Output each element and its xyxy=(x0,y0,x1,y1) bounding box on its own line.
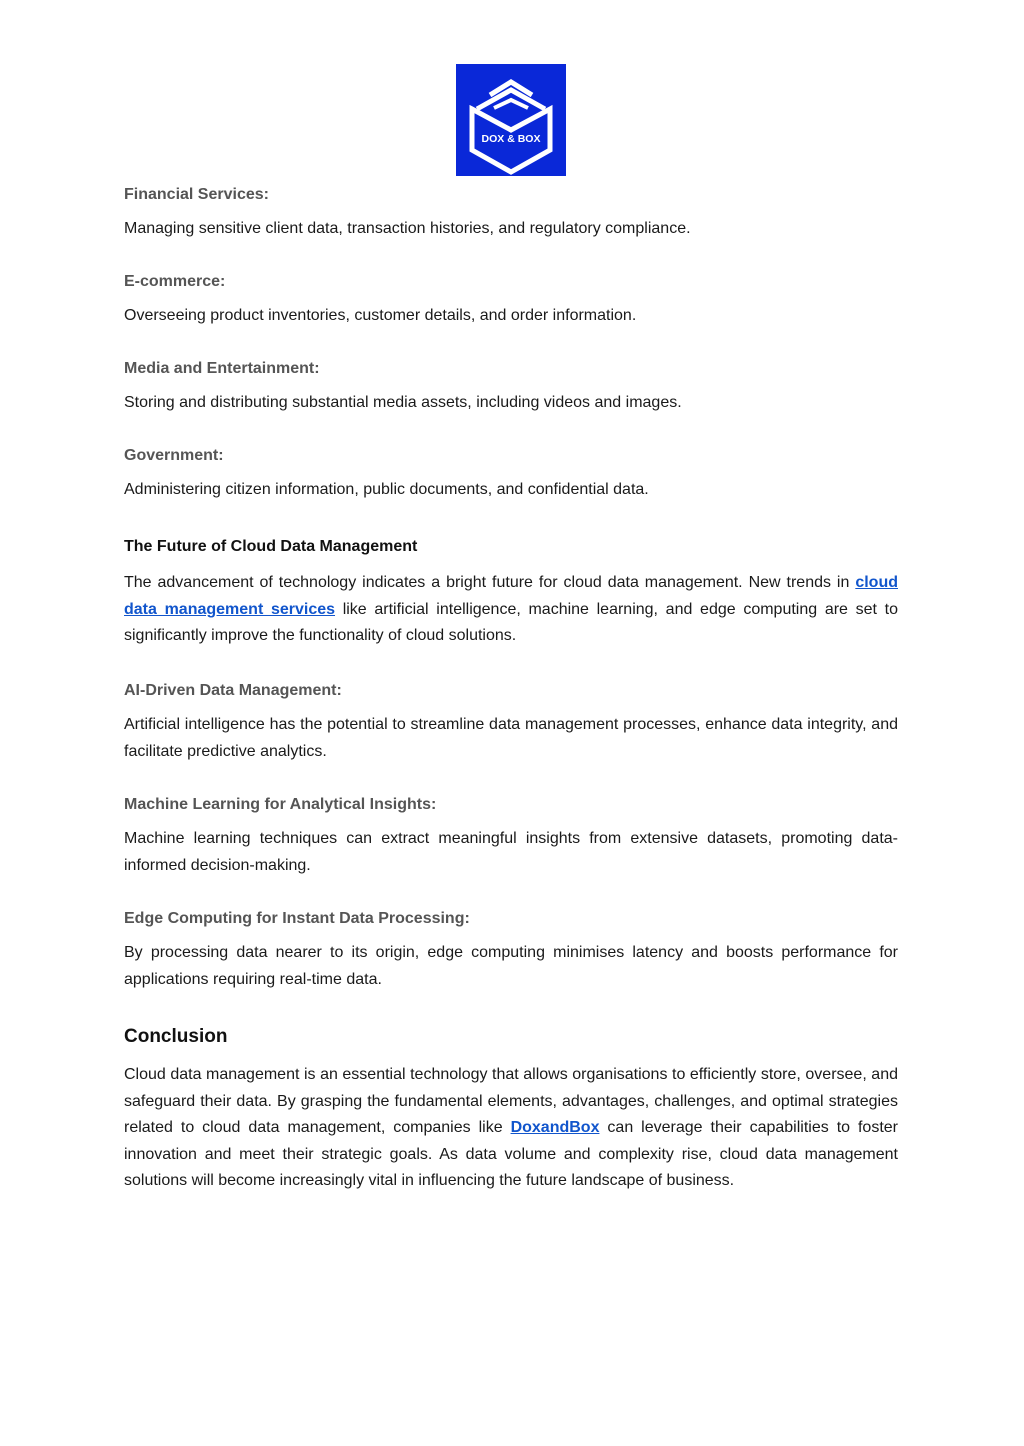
financial-body: Managing sensitive client data, transaction histories, and regulatory compliance. xyxy=(124,220,691,237)
conclusion-body-start: Cloud data management is an essential technology that allows organisations to efficiently store, oversee, and safeguard their data. By grasping the fundamental elements, advantages, challenges, and optimal strategies related to cloud data management, companies like xyxy=(124,1066,898,1136)
cloud-data-management-services-link[interactable]: cloud data management services xyxy=(124,574,898,618)
ecommerce-heading: E-commerce: xyxy=(124,273,226,290)
conclusion-body-end: can leverage their capabilities to foster innovation and meet their strategic goals. As data volume and complexity rise, cloud data management solutions will become increasingly vital in influencing the future landscape of business. xyxy=(124,1119,899,1189)
section-ecommerce xyxy=(124,269,898,330)
future-body-end: like artificial intelligence, machine learning, and edge computing are set to significantly improve the functionality of cloud solutions. xyxy=(124,600,898,644)
section-media xyxy=(124,356,898,417)
future-body xyxy=(124,570,898,650)
conclusion-body xyxy=(124,1062,898,1195)
logo-text: DOX & BOX xyxy=(481,133,541,145)
media-heading: Media and Entertainment: xyxy=(124,360,320,377)
section-future xyxy=(124,534,898,650)
section-conclusion xyxy=(124,1022,898,1195)
financial-heading: Financial Services: xyxy=(124,186,269,203)
future-body-start: The advancement of technology indicates a bright future for cloud data management. New trends in xyxy=(124,574,856,591)
dox-and-box-logo-icon xyxy=(456,64,566,176)
section-edge xyxy=(124,906,898,993)
doxandbox-link[interactable]: DoxandBox xyxy=(510,1119,600,1136)
ml-heading: Machine Learning for Analytical Insights: xyxy=(124,796,437,813)
section-government xyxy=(124,443,898,504)
company-logo xyxy=(456,64,566,176)
ai-body: Artificial intelligence has the potential to streamline data management processes, enhance data integrity, and facilitate predictive analytics. xyxy=(124,716,898,760)
edge-body: By processing data nearer to its origin, edge computing minimises latency and boosts performance for applications requiring real-time data. xyxy=(124,944,898,988)
section-ai xyxy=(124,678,898,765)
media-body: Storing and distributing substantial media assets, including videos and images. xyxy=(124,394,682,411)
conclusion-heading: Conclusion xyxy=(124,1026,228,1047)
government-body: Administering citizen information, public documents, and confidential data. xyxy=(124,481,649,498)
ai-heading: AI-Driven Data Management: xyxy=(124,682,342,699)
edge-heading: Edge Computing for Instant Data Processing: xyxy=(124,910,470,927)
ecommerce-body: Overseeing product inventories, customer details, and order information. xyxy=(124,307,637,324)
government-heading: Government: xyxy=(124,447,224,464)
section-ml xyxy=(124,792,898,879)
section-financial xyxy=(124,182,898,243)
ml-body: Machine learning techniques can extract meaningful insights from extensive datasets, promoting data-informed decision-making. xyxy=(124,830,898,874)
future-heading: The Future of Cloud Data Management xyxy=(124,538,418,555)
